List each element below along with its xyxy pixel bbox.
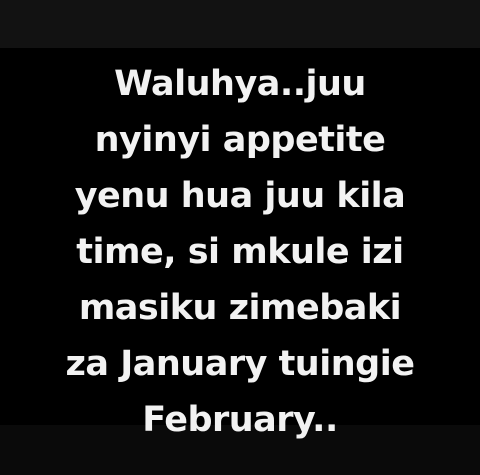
post-text-line: Waluhya..juu [114,64,366,104]
top-bar-background [0,0,480,48]
post-text-line: yenu hua juu kila [74,176,406,216]
post-text-line: February.. [142,400,338,440]
post-text-line: masiku zimebaki [78,288,402,328]
post-text-line: za January tuingie [65,344,415,384]
status-post-text [0,56,480,448]
post-text-line: time, si mkule izi [76,232,404,272]
post-text-line: nyinyi appetite [94,120,386,160]
